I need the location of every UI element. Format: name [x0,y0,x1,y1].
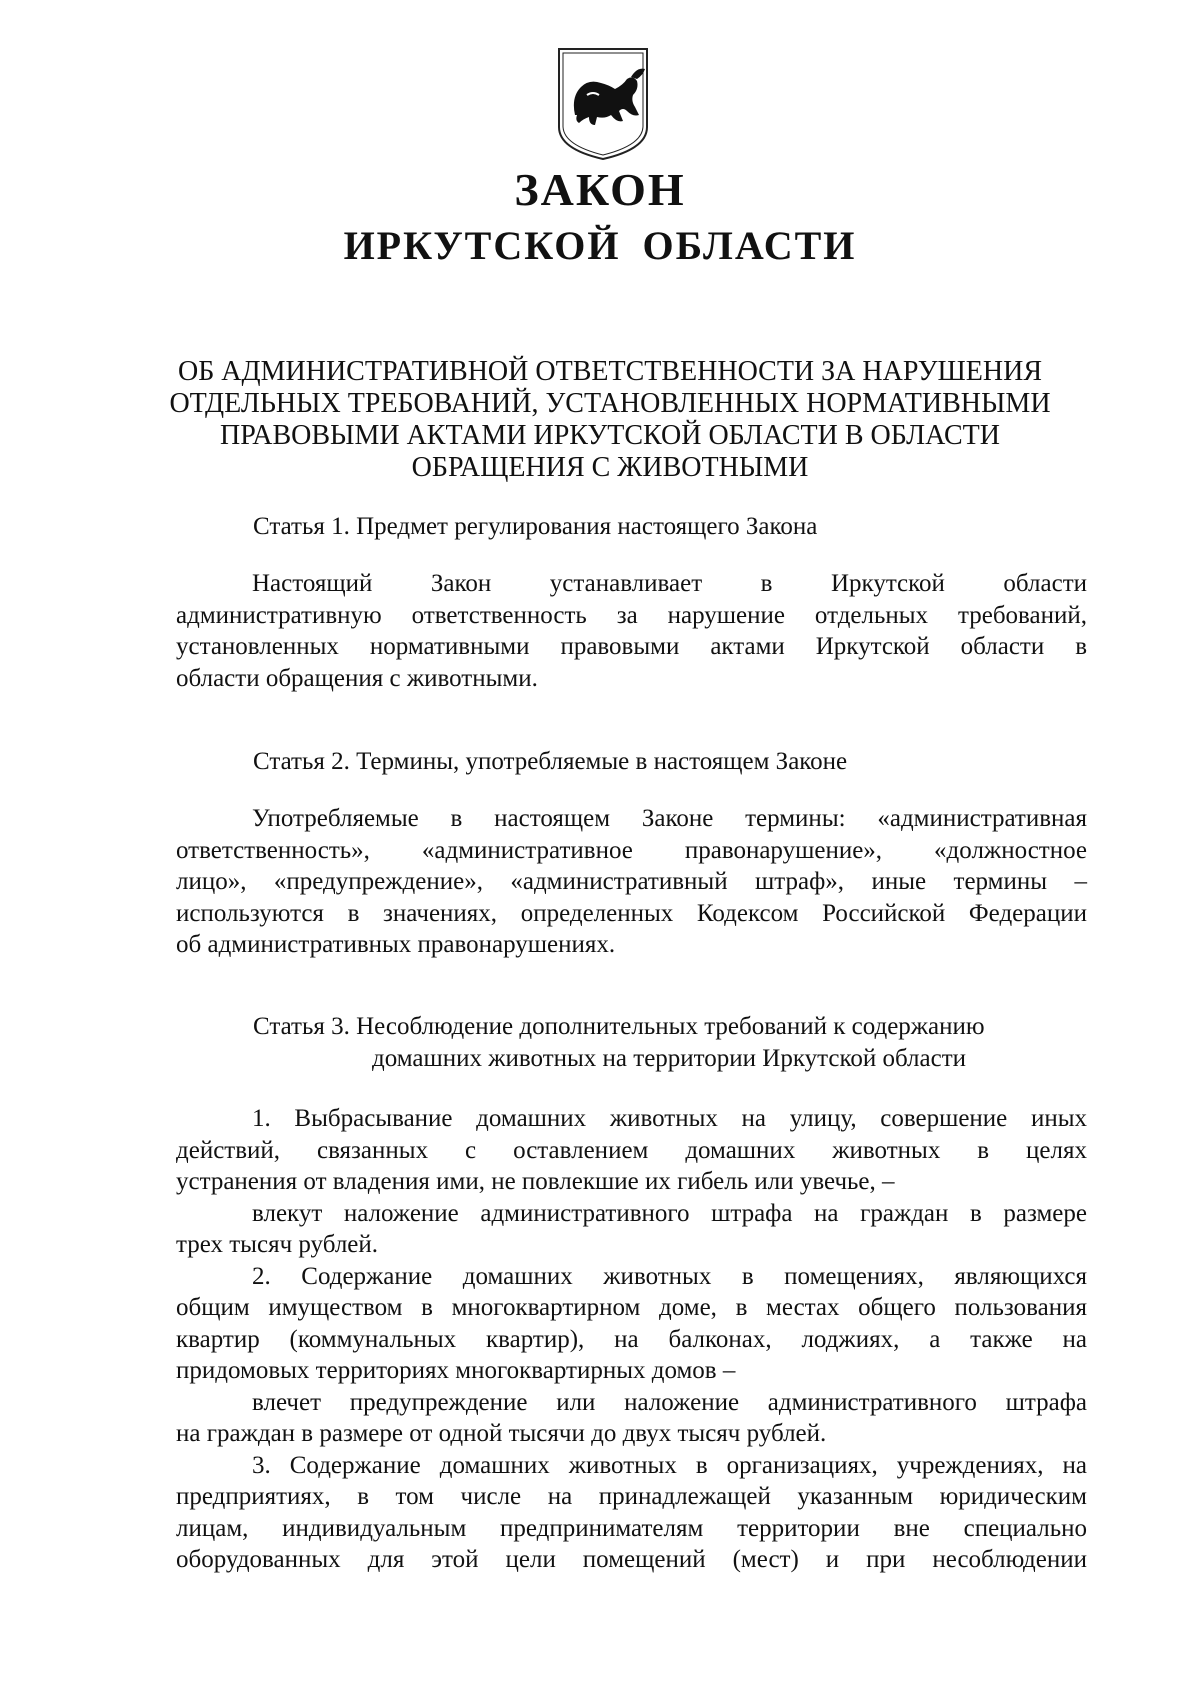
law-name [160,356,1060,484]
text-line: предприятиях, в том числе на принадлежащей указанным юридическим [176,1483,1087,1510]
law-name-line: ОБ АДМИНИСТРАТИВНОЙ ОТВЕТСТВЕННОСТИ ЗА НАРУШЕНИЯ [178,356,1042,387]
text-line: действий, связанных с оставлением домашних животных в целях [176,1136,1087,1164]
text-line: придомовых территориях многоквартирных домов – [176,1357,736,1384]
text-line: об административных правонарушениях. [176,931,616,958]
document-title: ЗАКОН [514,164,686,215]
text-line: устранения от владения ими, не повлекшие их гибель или увечье, – [176,1168,895,1195]
document-subtitle: ИРКУТСКОЙ ОБЛАСТИ [343,223,857,268]
text-line: 3. Содержание домашних животных в организациях, учреждениях, на [252,1451,1087,1479]
text-line: 2. Содержание домашних животных в помещениях, являющихся [252,1262,1087,1290]
article-2-text [176,803,1087,961]
article-3-heading-cont: домашних животных на территории Иркутской области [372,1045,967,1072]
text-line: области обращения с животными. [176,664,538,692]
article-1-heading: Статья 1. Предмет регулирования настоящего Закона [253,513,818,540]
article-2-heading: Статья 2. Термины, употребляемые в настоящем Законе [253,748,848,775]
text-line: на граждан в размере от одной тысячи до двух тысяч рублей. [176,1420,827,1447]
article-3-heading: Статья 3. Несоблюдение дополнительных требований к содержанию [253,1013,985,1040]
text-line: ответственность», «административное правонарушение», «должностное [176,836,1087,864]
text-line: оборудованных для этой цели помещений (мест) и при несоблюдении [176,1546,1087,1573]
coat-of-arms-emblem [553,45,653,163]
text-line: лицо», «предупреждение», «административный штраф», иные термины – [176,868,1087,895]
text-line: общим имуществом в многоквартирном доме, в местах общего пользования [176,1294,1087,1321]
text-line: квартир (коммунальных квартир), на балконах, лоджиях, а также на [176,1325,1087,1353]
text-line: лицам, индивидуальным предпринимателям территории вне специально [176,1514,1087,1542]
article-1-text [176,568,1087,694]
law-name-line: ПРАВОВЫМИ АКТАМИ ИРКУТСКОЙ ОБЛАСТИ В ОБЛАСТИ [220,420,1000,451]
text-line: Употребляемые в настоящем Законе термины: «административная [252,805,1087,832]
law-name-line: ОБРАЩЕНИЯ С ЖИВОТНЫМИ [411,452,809,483]
text-line: административную ответственность за нарушение отдельных требований, [176,601,1087,629]
text-line: используются в значениях, определенных Кодексом Российской Федерации [176,899,1087,927]
text-line: трех тысяч рублей. [176,1231,379,1258]
text-line: Настоящий Закон устанавливает в Иркутской области [252,570,1087,597]
law-name-line: ОТДЕЛЬНЫХ ТРЕБОВАНИЙ, УСТАНОВЛЕННЫХ НОРМАТИВНЫМИ [169,388,1051,419]
text-line: 1. Выбрасывание домашних животных на улицу, совершение иных [252,1105,1087,1132]
text-line: влекут наложение административного штрафа на граждан в размере [252,1199,1087,1227]
text-line: влечет предупреждение или наложение административного штрафа [252,1388,1087,1416]
text-line: установленных нормативными правовыми актами Иркутской области в [176,633,1087,660]
article-3-text [176,1103,1087,1576]
